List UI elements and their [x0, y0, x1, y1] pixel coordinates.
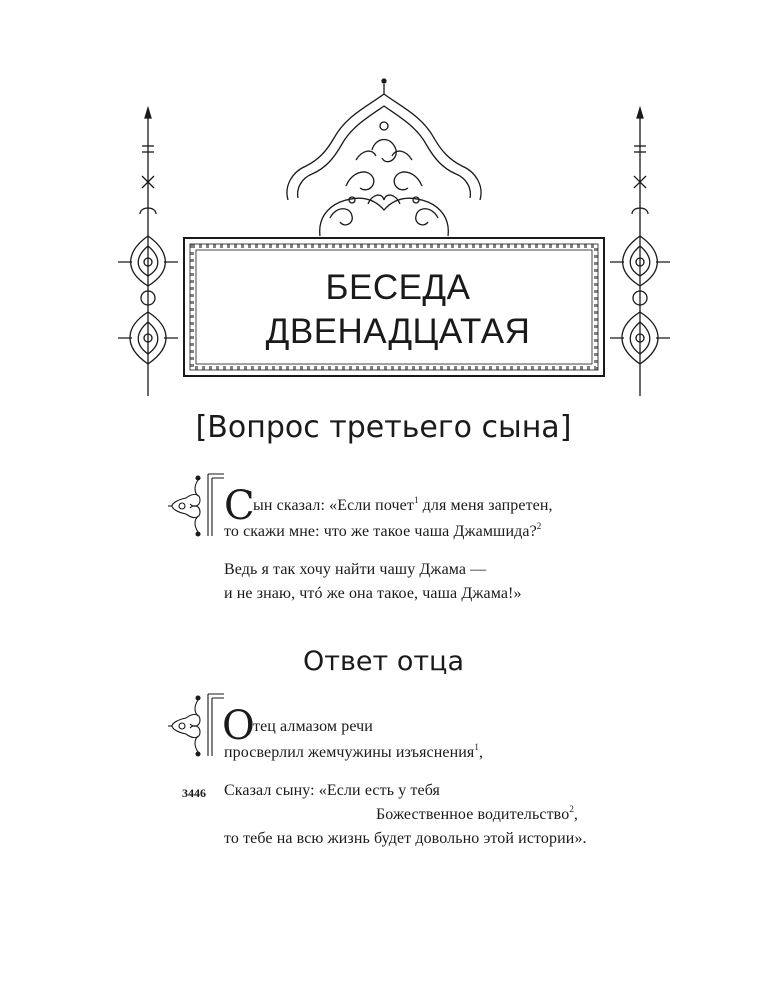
answer-line5: то тебе на всю жизнь будет довольно этой истории».	[224, 830, 587, 847]
answer-line1: тец алмазом речи	[253, 718, 373, 735]
answer-line2	[224, 744, 483, 762]
answer-line2-text: просверлил жемчужины изъяснения	[224, 744, 475, 761]
question-line2	[224, 523, 541, 541]
answer-line4	[376, 806, 578, 824]
answer-heading: Ответ отца	[303, 646, 464, 677]
answer-line2-after: ,	[478, 744, 484, 761]
verse-number: 3446	[182, 786, 206, 800]
question-line4: и не знаю, чтó же она такое, чаша Джама!»	[224, 585, 522, 602]
dropcap-ornament-question	[168, 470, 224, 540]
answer-line3: Сказал сыну: «Если есть у тебя	[224, 782, 441, 799]
answer-line4-after: ,	[573, 806, 579, 823]
dropcap-ornament-answer	[168, 690, 224, 760]
question-line2-text: то скажи мне: что же такое чаша Джамшида?	[224, 523, 537, 540]
question-line1-text: ын сказал: «Если почет	[253, 497, 414, 514]
chapter-title-line1: БЕСЕДА	[325, 268, 471, 307]
chapter-title-line2: ДВЕНАДЦАТАЯ	[265, 312, 531, 351]
question-line1-text-after: для меня запретен,	[418, 497, 553, 514]
footnote-ref: 1	[474, 742, 479, 752]
question-heading: [Вопрос третьего сына]	[195, 410, 572, 445]
answer-line4-text: Божественное водительство	[376, 806, 570, 823]
footnote-ref: 1	[413, 495, 419, 505]
question-line3: Ведь я так хочу найти чашу Джама —	[224, 561, 487, 578]
dropcap-letter-answer: О	[222, 703, 255, 749]
dropcap-letter-question: С	[224, 483, 255, 529]
footnote-ref: 2	[569, 804, 574, 814]
footnote-ref: 2	[536, 521, 542, 531]
question-line1	[253, 497, 553, 515]
